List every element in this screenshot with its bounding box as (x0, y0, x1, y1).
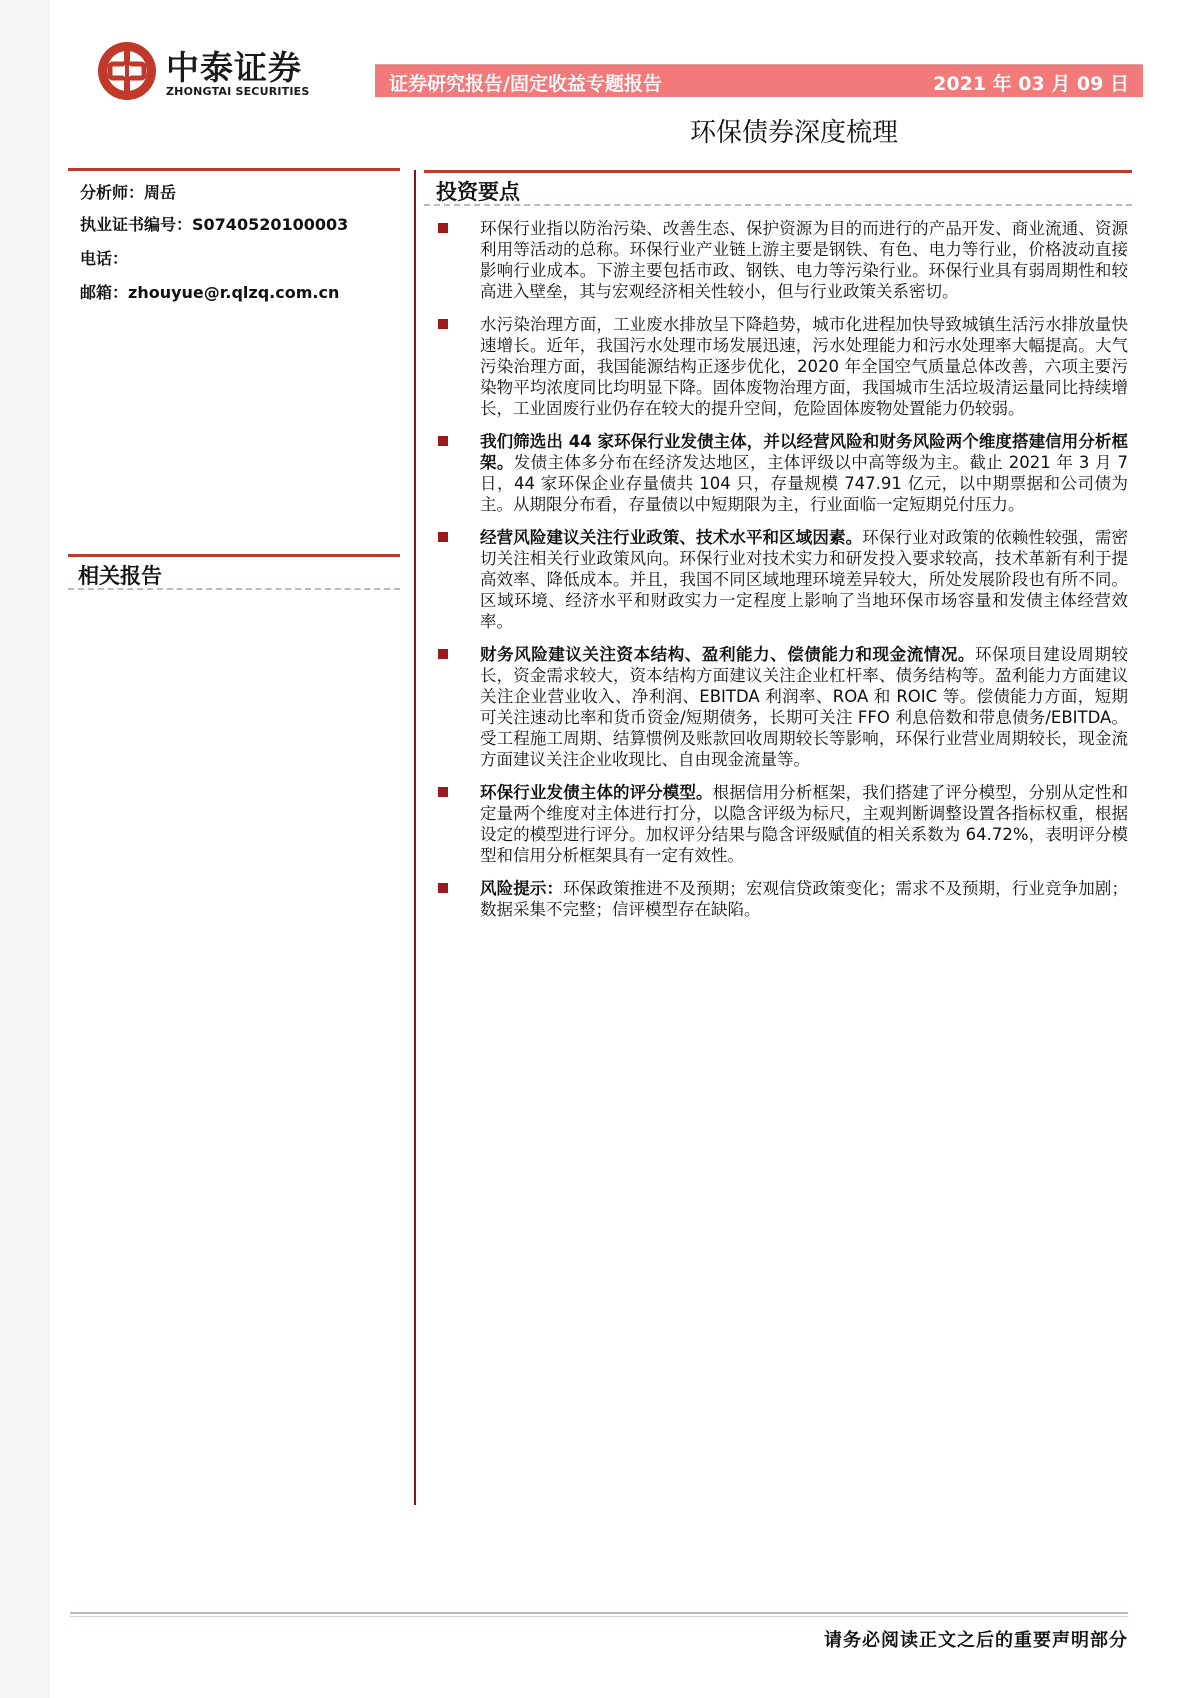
analyst-email-line (80, 280, 339, 303)
analyst-name-line (80, 180, 176, 203)
column-divider (414, 170, 416, 1505)
highlight-text: 根据信用分析框架，我们搭建了评分模型，分别从定性和定量两个维度对主体进行打分，以隐含评级为标尺，主观判断调整设置各指标权重，根据设定的模型进行评分。加权评分结果与隐含评级赋值的相关系数为 64.72%，表明评分模型和信用分析框架具有一定有效性。 (480, 783, 1129, 865)
bullet-square-icon (438, 319, 448, 329)
company-logo (96, 40, 356, 110)
highlights-heading-rule (424, 204, 1132, 206)
highlight-item (438, 878, 1128, 920)
related-bottom-rule (68, 588, 400, 590)
highlight-item (438, 314, 1128, 419)
logo-text-en: ZHONGTAI SECURITIES (166, 85, 310, 98)
highlight-item (438, 527, 1128, 632)
highlight-item (438, 431, 1128, 515)
highlights-heading: 投资要点 (436, 180, 520, 204)
footer-notice: 请务必阅读正文之后的重要声明部分 (824, 1630, 1128, 1651)
highlight-item (438, 644, 1128, 770)
highlight-item (438, 782, 1128, 866)
bullet-square-icon (438, 883, 448, 893)
highlight-bold: 财务风险建议关注资本结构、盈利能力、偿债能力和现金流情况。 (480, 645, 975, 664)
report-type: 证券研究报告/固定收益专题报告 (389, 73, 662, 95)
bullet-square-icon (438, 649, 448, 659)
highlight-text: 环保行业对政策的依赖性较强，需密切关注相关行业政策风向。环保行业对技术实力和研发投入要求较高，技术革新有利于提高效率、降低成本。并且，我国不同区域地理环境差异较大，所处发展阶段也有所不同。区域环境、经济水平和财政实力一定程度上影响了当地环保市场容量和发债主体经营效率。 (480, 528, 1129, 631)
zhongtai-logo-icon (96, 40, 158, 102)
analyst-email[interactable]: zhouyue@r.qlzq.com.cn (128, 283, 340, 302)
analyst-cert: S0740520100003 (192, 215, 349, 234)
analyst-email-label: 邮箱： (80, 283, 129, 302)
footer-rule (70, 1612, 1128, 1614)
analyst-cert-label: 执业证书编号： (80, 215, 193, 234)
highlight-bold: 经营风险建议关注行业政策、技术水平和区域因素。 (480, 528, 863, 547)
bullet-square-icon (438, 223, 448, 233)
analyst-cert-line (80, 212, 348, 235)
report-title: 环保债券深度梳理 (690, 118, 899, 148)
related-reports-heading: 相关报告 (78, 564, 162, 588)
analyst-name: 周岳 (144, 183, 177, 202)
highlight-text: 环保政策推进不及预期；宏观信贷政策变化；需求不及预期，行业竞争加剧；数据采集不完整；信评模型存在缺陷。 (480, 879, 1129, 919)
highlight-text: 环保项目建设周期较长，资金需求较大，资本结构方面建议关注企业杠杆率、债务结构等。盈利能力方面建议关注企业营业收入、净利润、EBITDA 利润率、ROA 和 ROIC 等。偿债能力方面，短期可关注速动比率和货币资金/短期债务，长期可关注 FFO 利息倍数和带息债务/EBITDA。受工程施工周期、结算惯例及账款回收周期较长等影响，环保行业营业周期较长，现金流方面建议关注企业收现比、自由现金流量等。 (480, 645, 1129, 769)
left-top-rule (68, 168, 400, 171)
analyst-phone-line (80, 246, 128, 269)
highlight-bold: 我们筛选出 44 家环保行业发债主体，并以经营风险和财务风险两个维度搭建信用分析框架。 (480, 432, 1128, 472)
bullet-square-icon (438, 532, 448, 542)
highlights-list (438, 218, 1128, 932)
highlight-bold: 风险提示： (480, 879, 564, 898)
analyst-phone-label: 电话： (80, 249, 129, 268)
highlight-text: 环保行业指以防治污染、改善生态、保护资源为目的而进行的产品开发、商业流通、资源利用等活动的总称。环保行业产业链上游主要是钢铁、有色、电力等行业，价格波动直接影响行业成本。下游主要包括市政、钢铁、电力等污染行业。环保行业具有弱周期性和较高进入壁垒，其与宏观经济相关性较小，但与行业政策关系密切。 (480, 219, 1128, 301)
footer-rule-thin (70, 1616, 1128, 1617)
highlight-text: 发债主体多分布在经济发达地区，主体评级以中高等级为主。截止 2021 年 3 月 7 日，44 家环保企业存量债共 104 只，存量规模 747.91 亿元，以中期票据和公司债为主。从期限分布看，存量债以中短期限为主，行业面临一定短期兑付压力。 (480, 453, 1129, 514)
analyst-name-label: 分析师： (80, 183, 145, 202)
bullet-square-icon (438, 436, 448, 446)
highlight-item (438, 218, 1128, 302)
report-date: 2021 年 03 月 09 日 (933, 73, 1129, 95)
logo-text-cn: 中泰证券 (166, 48, 302, 87)
highlights-top-rule (424, 170, 1132, 173)
highlight-text: 水污染治理方面，工业废水排放呈下降趋势，城市化进程加快导致城镇生活污水排放量快速增长。近年，我国污水处理市场发展迅速，污水处理能力和污水处理率大幅提高。大气污染治理方面，我国能源结构正逐步优化，2020 年全国空气质量总体改善，六项主要污染物平均浓度同比均明显下降。固体废物治理方面，我国城市生活垃圾清运量同比持续增长，工业固废行业仍存在较大的提升空间，危险固体废物处置能力仍较弱。 (480, 315, 1128, 418)
related-top-rule (68, 554, 400, 557)
bullet-square-icon (438, 787, 448, 797)
report-banner (375, 64, 1143, 97)
highlight-bold: 环保行业发债主体的评分模型。 (480, 783, 713, 802)
